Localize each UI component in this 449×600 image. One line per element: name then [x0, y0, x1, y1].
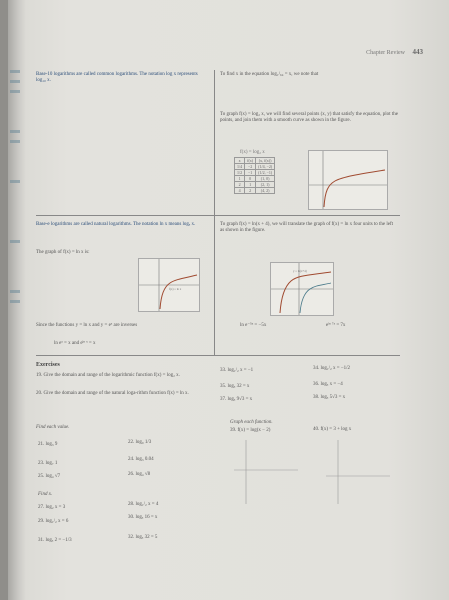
- textbook-page: [8, 0, 449, 600]
- inverses-text: Since the functions y = ln x and y = eˣ are inverses: [36, 323, 138, 328]
- table-row: 2 1 (2, 1): [235, 182, 275, 188]
- exercise-24: 24. log₃ 0.04: [128, 457, 154, 462]
- lnx4-curve: [280, 272, 331, 313]
- exercise-40: 40. f(x) = 3 + log x: [313, 427, 352, 432]
- exercise-28: 28. log₁/₂ x = 4: [128, 502, 159, 507]
- page-header: [366, 48, 423, 56]
- lnx-reference-curve: [300, 283, 331, 313]
- log2-function-label: f(x) = log₂ x: [240, 150, 265, 155]
- exercise-19: 19. Give the domain and range of the logarithmic function f(x) = log₂ x.: [36, 373, 180, 378]
- lnx-label: f(x) = ln x: [169, 287, 182, 291]
- table-row: 1/4 −2 (1/4, −2): [235, 164, 275, 170]
- lnx-graph-svg: [139, 259, 199, 311]
- lnx-curve: [160, 275, 197, 309]
- exercise-39: 39. f(x) = log(x − 2): [230, 428, 271, 433]
- center-divider: [214, 70, 215, 355]
- find-value-heading: Find each value.: [36, 425, 70, 430]
- table-header: (x, f(x)): [256, 158, 275, 164]
- log2-graph-svg: [309, 151, 387, 209]
- exercise-27: 27. log₂ x = 3: [38, 505, 66, 510]
- exercise-37: 37. logₓ 9√3 = x: [220, 397, 253, 402]
- exercise-29: 29. log₁/₂ x = 6: [38, 519, 69, 524]
- exercise-21: 21. log₃ 9: [38, 442, 58, 447]
- row-divider-1: [36, 215, 400, 216]
- solve-example-text: To find x in the equation log₁/₆₄ = x, we note that: [220, 72, 319, 77]
- exercise-22: 22. log₉ 1/3: [128, 440, 152, 445]
- graph-grid-40: [326, 440, 390, 504]
- graph-of-text: The graph of f(x) = ln x is:: [36, 250, 90, 255]
- table-row: 1 0 (1, 0): [235, 176, 275, 182]
- table-row: 1/2 −1 (1/2, −1): [235, 170, 275, 176]
- inverse-identities: ln eˣ = x and eˡⁿ ˣ = x: [54, 341, 96, 346]
- graph-example-text: To graph f(x) = log₂ x, we will find several points (x, y) that satisfy the equation, plot the points, and join them with a smooth curve as shown in the figure.: [220, 112, 398, 123]
- table-header: f(x): [245, 158, 256, 164]
- exercise-36: 36. logₓ x = −4: [313, 382, 343, 387]
- exercise-33: 33. log₁/₂ x = −1: [220, 368, 254, 373]
- page-number: 443: [412, 48, 423, 56]
- exercise-35: 35. logₓ 32 = x: [220, 384, 250, 389]
- row-divider-2: [36, 355, 400, 356]
- lnx-graph: [138, 258, 200, 312]
- log2-graph: [308, 150, 388, 210]
- log2-curve: [324, 170, 385, 207]
- natural-log-text: Base-e logarithms are called natural logarithms. The notation ln x means logₑ x.: [36, 222, 196, 227]
- exercise-25: 25. log₄ √7: [38, 474, 61, 479]
- exercise-20: 20. Give the domain and range of the natural loga-rithm function f(x) = ln x.: [36, 391, 189, 396]
- table-header: x: [235, 158, 245, 164]
- graph-grid-39: [234, 440, 298, 504]
- exercise-34: 34. log₁/₂ x = −1/2: [313, 366, 351, 371]
- table-row: 4 2 (4, 2): [235, 188, 275, 194]
- common-log-text: Base-10 logarithms are called common logarithms. The notation log x represents log₁₀ x.: [36, 72, 198, 83]
- e-equation: eˡⁿ ⁷ˣ = 7x: [326, 323, 346, 328]
- exercises-title: Exercises: [36, 362, 60, 368]
- values-table: [234, 157, 275, 194]
- lnx4-label: y = ln(x+4): [293, 269, 307, 273]
- exercise-31: 31. logₓ 2 = −1/3: [38, 538, 72, 543]
- lnx4-graph: [270, 262, 334, 316]
- find-x-heading: Find x.: [38, 492, 53, 497]
- ln-equation: ln e⁻⁵ˣ = −5x: [240, 323, 267, 328]
- shift-example-text: To graph f(x) = ln(x + 4), we will translate the graph of f(x) = ln x four units to the left as shown in the figure.: [220, 222, 394, 233]
- exercise-30: 30. logₓ 16 = x: [128, 515, 158, 520]
- exercise-38: 38. logₓ 5√3 = x: [313, 395, 346, 400]
- exercise-26: 26. log₄ √8: [128, 472, 151, 477]
- running-title: Chapter Review: [366, 50, 405, 56]
- exercise-23: 23. log₇ 1: [38, 461, 58, 466]
- exercise-32: 32. logₓ 32 = 5: [128, 535, 158, 540]
- facing-page-edge: [8, 60, 22, 580]
- graph-each-heading: Graph each function.: [230, 420, 273, 425]
